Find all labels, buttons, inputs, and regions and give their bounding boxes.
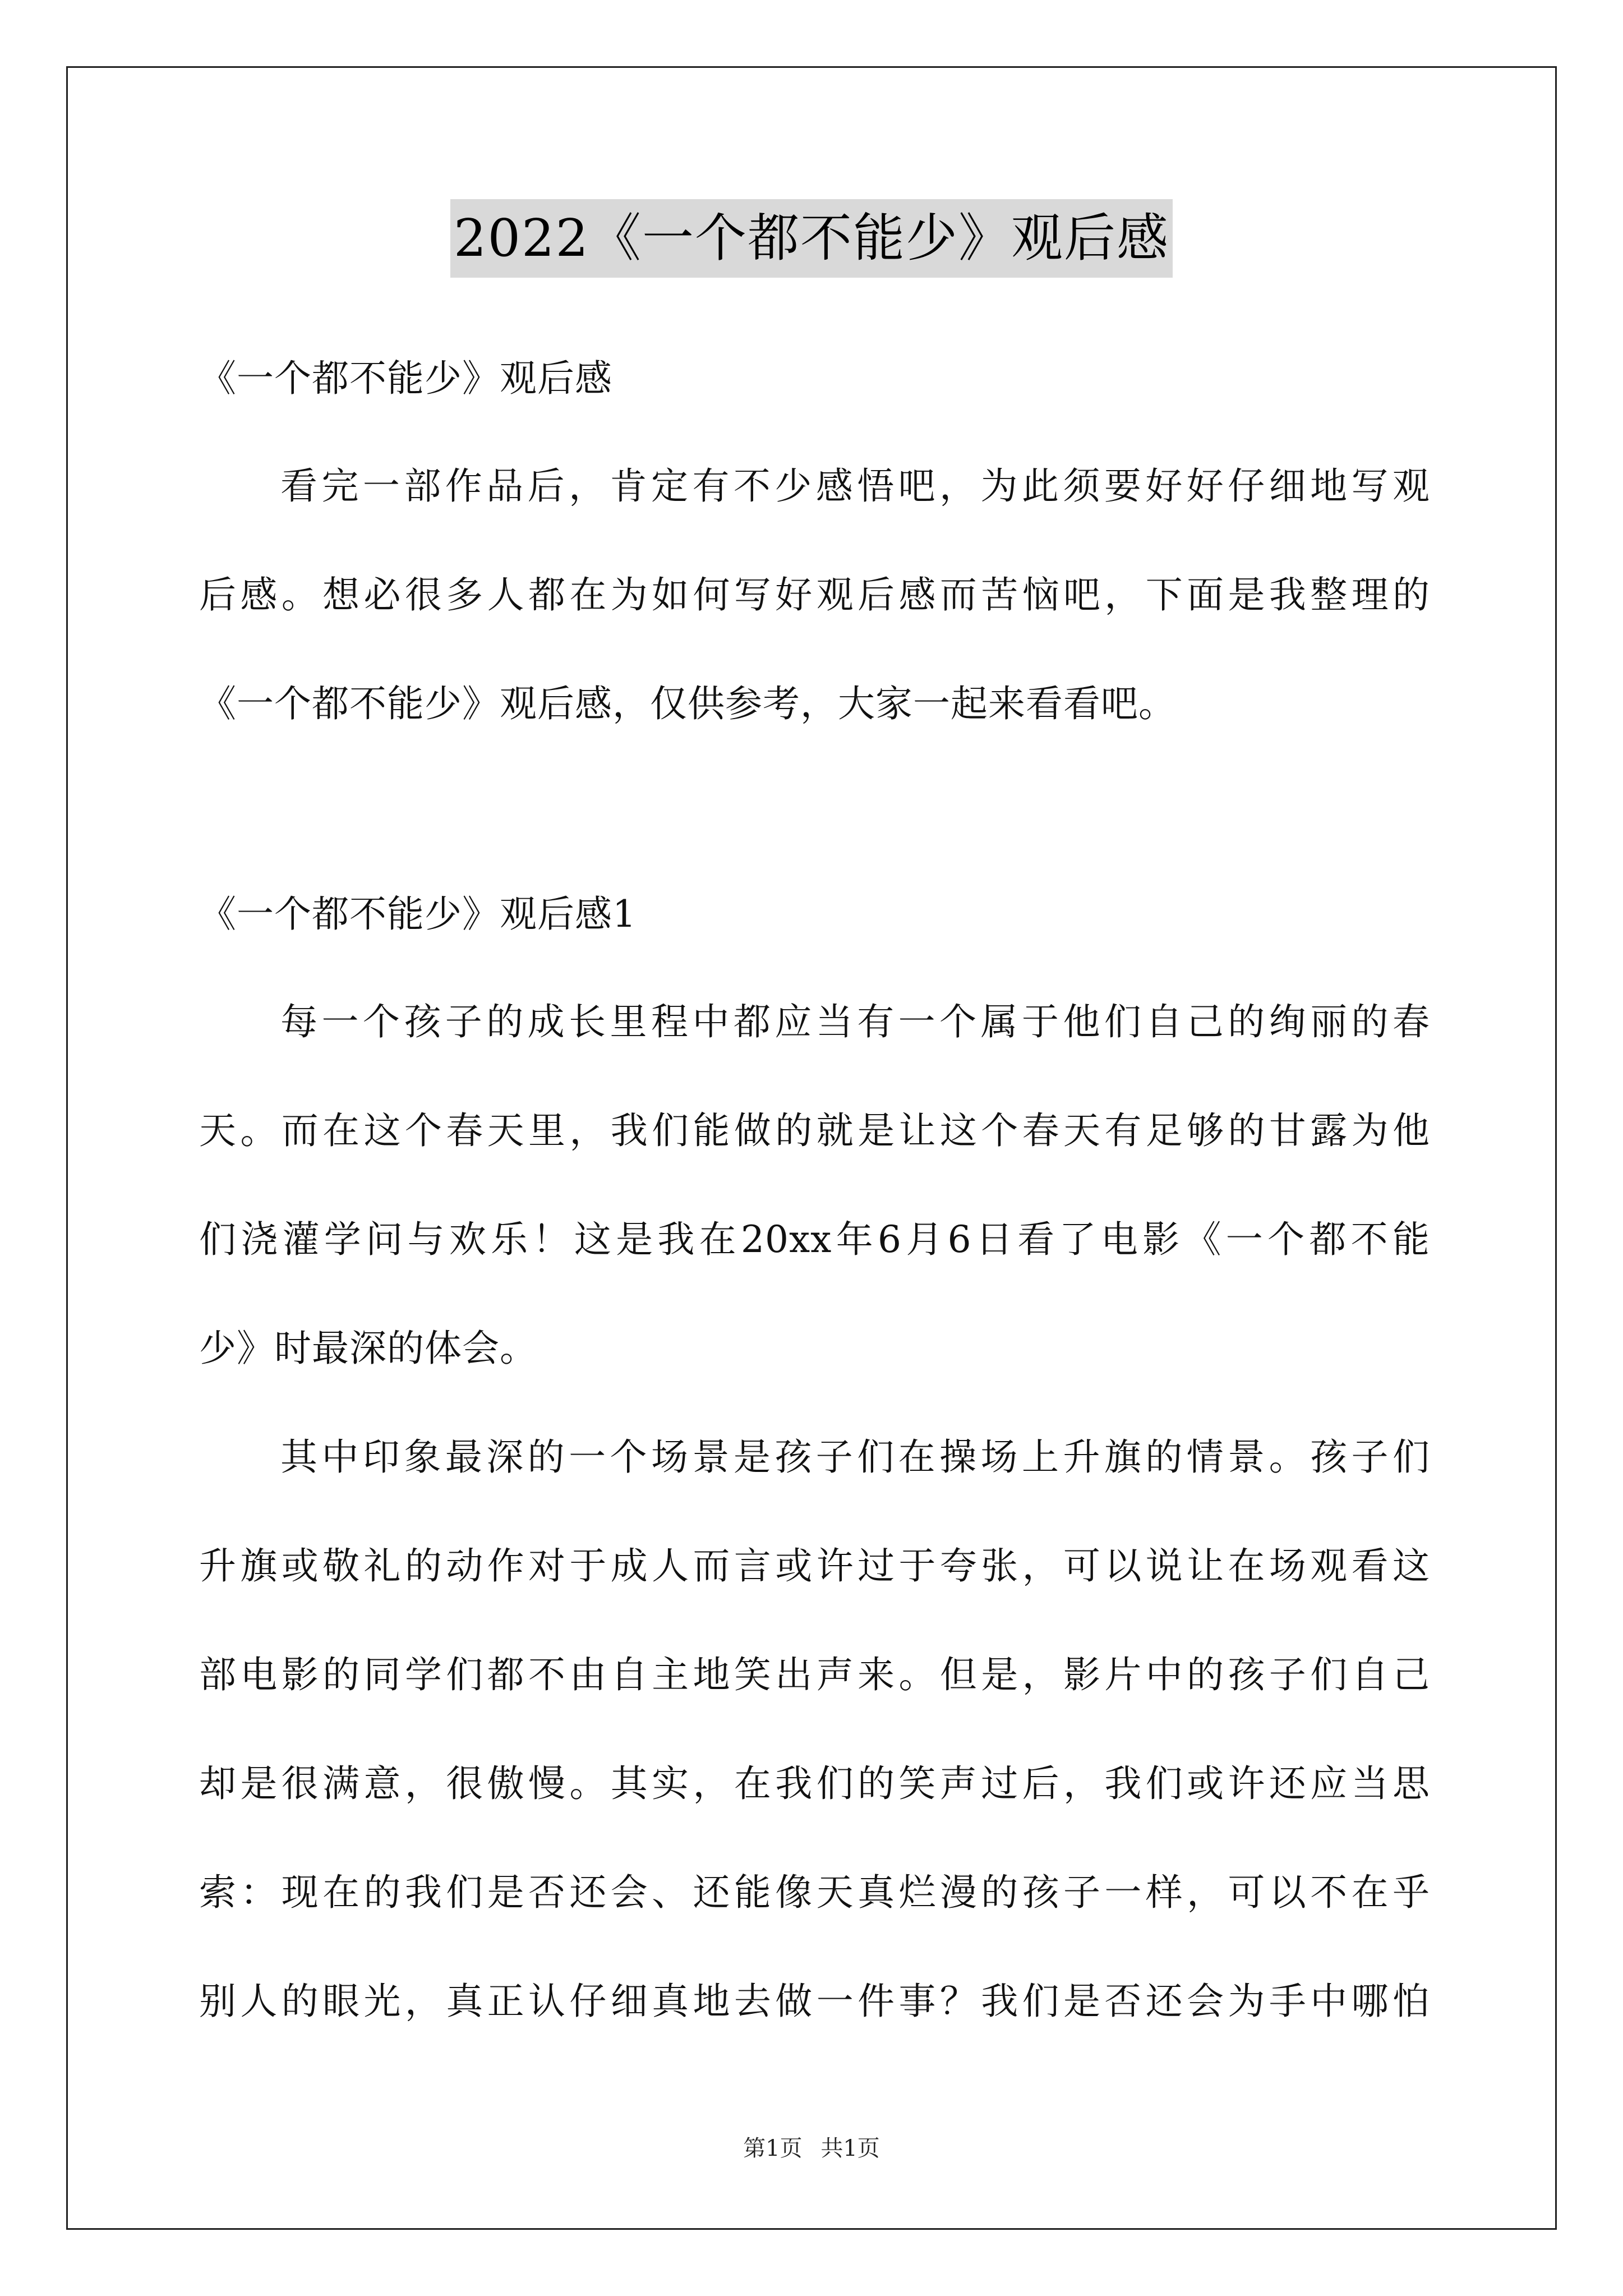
paragraph-line: 却是很满意，很傲慢。其实，在我们的笑声过后，我们或许还应当思 (199, 1762, 1430, 1805)
document-title: 2022《一个都不能少》观后感 (450, 199, 1173, 278)
paragraph-line: 们浇灌学问与欢乐！这是我在20xx年6月6日看了电影《一个都不能 (199, 1218, 1430, 1261)
page-number: 第1页 (743, 2136, 803, 2161)
paragraph-line: 少》时最深的体会。 (199, 1327, 537, 1370)
paragraph-line: 《一个都不能少》观后感，仅供参考，大家一起来看看吧。 (199, 682, 1176, 725)
paragraph-line: 后感。想必很多人都在为如何写好观后感而苦恼吧，下面是我整理的 (199, 573, 1430, 616)
subtitle-line: 《一个都不能少》观后感 (199, 357, 612, 400)
paragraph-line: 看完一部作品后，肯定有不少感悟吧，为此须要好好仔细地写观 (280, 464, 1430, 508)
paragraph-line: 天。而在这个春天里，我们能做的就是让这个春天有足够的甘露为他 (199, 1109, 1430, 1152)
page-footer (0, 2134, 1623, 2162)
paragraph-line: 其中印象最深的一个场景是孩子们在操场上升旗的情景。孩子们 (280, 1435, 1430, 1479)
paragraph-line: 部电影的同学们都不由自主地笑出声来。但是，影片中的孩子们自己 (199, 1653, 1430, 1696)
paragraph-line: 别人的眼光，真正认仔细真地去做一件事？我们是否还会为手中哪怕 (199, 1980, 1430, 2023)
section-heading: 《一个都不能少》观后感1 (199, 892, 637, 936)
paragraph-line: 每一个孩子的成长里程中都应当有一个属于他们自己的绚丽的春 (280, 1000, 1430, 1043)
paragraph-line: 索：现在的我们是否还会、还能像天真烂漫的孩子一样，可以不在乎 (199, 1871, 1430, 1914)
paragraph-line: 升旗或敬礼的动作对于成人而言或许过于夸张，可以说让在场观看这 (199, 1544, 1430, 1588)
title-wrap (0, 199, 1623, 278)
page-total: 共1页 (820, 2136, 880, 2161)
